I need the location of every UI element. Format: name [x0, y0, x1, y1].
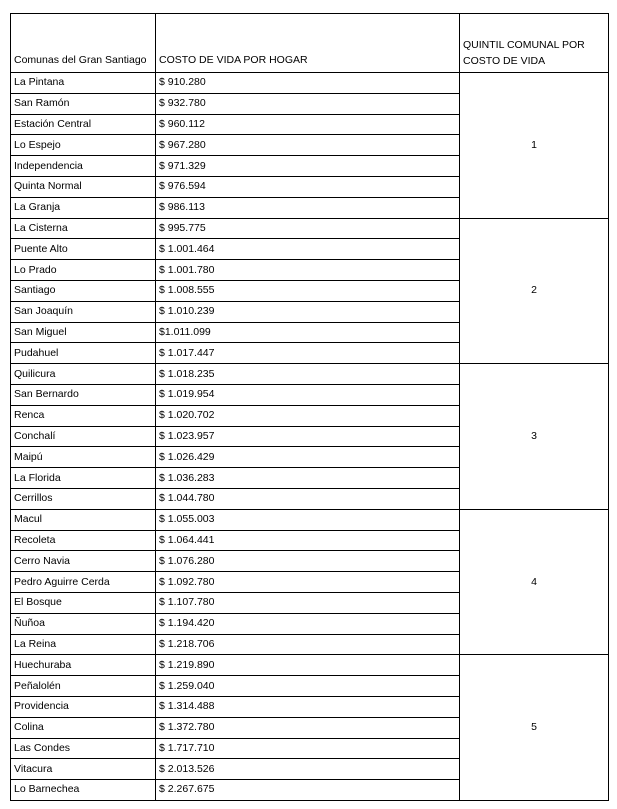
header-quintil: QUINTIL COMUNAL POR COSTO DE VIDA	[460, 14, 609, 73]
comuna-cell: San Ramón	[11, 93, 156, 114]
costo-cell: $ 1.044.780	[156, 488, 460, 509]
comuna-cell: Pedro Aguirre Cerda	[11, 572, 156, 593]
costo-cell: $ 1.372.780	[156, 717, 460, 738]
header-comuna: Comunas del Gran Santiago	[11, 14, 156, 73]
costo-cell: $1.011.099	[156, 322, 460, 343]
comuna-cell: Macul	[11, 509, 156, 530]
comuna-cell: San Joaquín	[11, 301, 156, 322]
costo-cell: $ 910.280	[156, 73, 460, 94]
costo-cell: $ 1.076.280	[156, 551, 460, 572]
costo-cell: $ 1.314.488	[156, 696, 460, 717]
comuna-cell: Ñuñoa	[11, 613, 156, 634]
comuna-cell: Estación Central	[11, 114, 156, 135]
costo-cell: $ 1.026.429	[156, 447, 460, 468]
comuna-cell: Colina	[11, 717, 156, 738]
quintil-cell: 2	[460, 218, 609, 364]
comuna-cell: San Miguel	[11, 322, 156, 343]
comuna-cell: Santiago	[11, 280, 156, 301]
comuna-cell: Cerro Navia	[11, 551, 156, 572]
comuna-cell: Quilicura	[11, 364, 156, 385]
costo-cell: $ 986.113	[156, 197, 460, 218]
comuna-cell: San Bernardo	[11, 384, 156, 405]
cost-of-living-table	[10, 13, 609, 801]
costo-cell: $ 1.001.780	[156, 260, 460, 281]
comuna-cell: La Florida	[11, 468, 156, 489]
table-header	[11, 14, 609, 73]
costo-cell: $ 1.001.464	[156, 239, 460, 260]
comuna-cell: La Cisterna	[11, 218, 156, 239]
costo-cell: $ 1.036.283	[156, 468, 460, 489]
comuna-cell: Puente Alto	[11, 239, 156, 260]
comuna-cell: Peñalolén	[11, 676, 156, 697]
costo-cell: $ 960.112	[156, 114, 460, 135]
comuna-cell: Conchalí	[11, 426, 156, 447]
costo-cell: $ 976.594	[156, 176, 460, 197]
costo-cell: $ 1.018.235	[156, 364, 460, 385]
costo-cell: $ 1.023.957	[156, 426, 460, 447]
comuna-cell: Huechuraba	[11, 655, 156, 676]
costo-cell: $ 1.717.710	[156, 738, 460, 759]
comuna-cell: Vitacura	[11, 759, 156, 780]
comuna-cell: Renca	[11, 405, 156, 426]
costo-cell: $ 971.329	[156, 156, 460, 177]
costo-cell: $ 1.107.780	[156, 592, 460, 613]
header-costo: COSTO DE VIDA POR HOGAR	[156, 14, 460, 73]
comuna-cell: La Granja	[11, 197, 156, 218]
costo-cell: $ 1.218.706	[156, 634, 460, 655]
table-body	[11, 73, 609, 801]
costo-cell: $ 1.219.890	[156, 655, 460, 676]
comuna-cell: Independencia	[11, 156, 156, 177]
comuna-cell: Cerrillos	[11, 488, 156, 509]
costo-cell: $ 967.280	[156, 135, 460, 156]
quintil-cell: 1	[460, 73, 609, 219]
comuna-cell: Lo Barnechea	[11, 780, 156, 801]
costo-cell: $ 1.092.780	[156, 572, 460, 593]
comuna-cell: Lo Prado	[11, 260, 156, 281]
comuna-cell: La Reina	[11, 634, 156, 655]
comuna-cell: Maipú	[11, 447, 156, 468]
costo-cell: $ 1.008.555	[156, 280, 460, 301]
table-row	[11, 655, 609, 676]
costo-cell: $ 995.775	[156, 218, 460, 239]
costo-cell: $ 1.055.003	[156, 509, 460, 530]
table-row	[11, 509, 609, 530]
comuna-cell: Las Condes	[11, 738, 156, 759]
comuna-cell: Recoleta	[11, 530, 156, 551]
comuna-cell: Providencia	[11, 696, 156, 717]
table-row	[11, 364, 609, 385]
costo-cell: $ 932.780	[156, 93, 460, 114]
quintil-cell: 4	[460, 509, 609, 655]
costo-cell: $ 1.064.441	[156, 530, 460, 551]
costo-cell: $ 1.010.239	[156, 301, 460, 322]
quintil-cell: 5	[460, 655, 609, 801]
costo-cell: $ 1.019.954	[156, 384, 460, 405]
table-row	[11, 218, 609, 239]
header-row	[11, 14, 609, 73]
costo-cell: $ 1.259.040	[156, 676, 460, 697]
quintil-cell: 3	[460, 364, 609, 510]
comuna-cell: Quinta Normal	[11, 176, 156, 197]
costo-cell: $ 1.017.447	[156, 343, 460, 364]
comuna-cell: Lo Espejo	[11, 135, 156, 156]
costo-cell: $ 2.013.526	[156, 759, 460, 780]
comuna-cell: La Pintana	[11, 73, 156, 94]
table-row	[11, 73, 609, 94]
costo-cell: $ 1.194.420	[156, 613, 460, 634]
costo-cell: $ 2.267.675	[156, 780, 460, 801]
comuna-cell: El Bosque	[11, 592, 156, 613]
costo-cell: $ 1.020.702	[156, 405, 460, 426]
comuna-cell: Pudahuel	[11, 343, 156, 364]
